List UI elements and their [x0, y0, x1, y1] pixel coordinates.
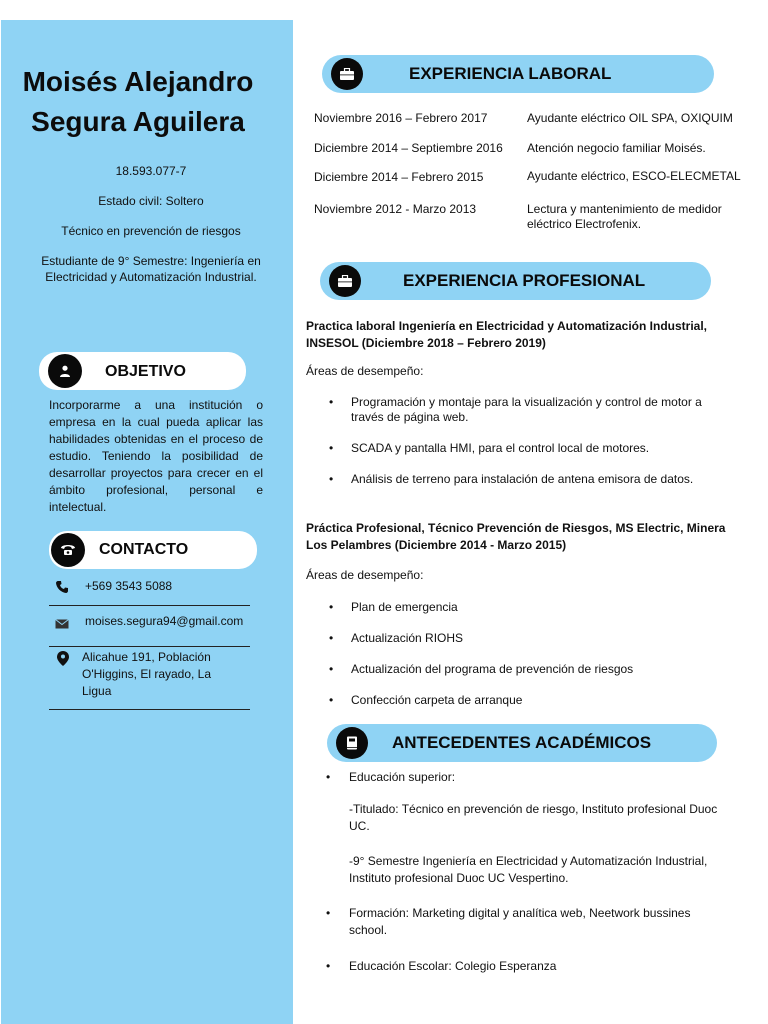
work-period: Diciembre 2014 – Septiembre 2016: [314, 141, 503, 155]
school-item: Educación Escolar: Colegio Esperanza: [349, 959, 557, 973]
person-icon: [48, 354, 82, 388]
areas-label: Áreas de desempeño:: [306, 568, 424, 582]
higher-education-item: -9° Semestre Ingeniería en Electricidad y Automatización Industrial, Instituto profesional Duoc UC Vespertino.: [349, 854, 708, 885]
bullet: •: [326, 959, 331, 973]
bullet: •: [329, 600, 334, 614]
bullet: •: [329, 441, 334, 455]
list-item: Programación y montaje para la visualización y control de motor a través de página web.: [351, 395, 702, 424]
areas-label: Áreas de desempeño:: [306, 364, 424, 378]
professional-experience-header: [320, 262, 711, 300]
work-period: Noviembre 2012 - Marzo 2013: [314, 202, 477, 216]
bullet: •: [329, 662, 334, 676]
list-item: Confección carpeta de arranque: [351, 693, 523, 707]
briefcase-icon: [331, 58, 363, 90]
objective-heading: OBJETIVO: [105, 363, 186, 380]
internship-title: Práctica Profesional, Técnico Prevención de Riesgos, MS Electric, Minera Los Pelambres (Diciembre 2014 - Marzo 2015): [306, 521, 726, 552]
address: Alicahue 191, Población O'Higgins, El rayado, La Ligua: [82, 650, 212, 698]
name-line-1: Moisés Alejandro: [22, 66, 254, 97]
contact-divider: [49, 605, 250, 606]
contact-divider: [49, 709, 250, 710]
academic-heading: ANTECEDENTES ACADÉMICOS: [392, 733, 652, 752]
internship-title: Practica laboral Ingeniería en Electricidad y Automatización Industrial, INSESOL (Diciembre 2018 – Febrero 2019): [306, 319, 708, 350]
contact-heading: CONTACTO: [99, 541, 189, 558]
national-id: 18.593.077-7: [115, 164, 187, 178]
email-address[interactable]: moises.segura94@gmail.com: [85, 614, 244, 628]
contact-phone-row: [49, 578, 250, 598]
work-role: Ayudante eléctrico OIL SPA, OXIQUIM: [527, 111, 733, 125]
work-role: Lectura y mantenimiento de medidor eléctrico Electrofenix.: [527, 202, 722, 231]
telephone-icon: [51, 533, 85, 567]
phone-icon: [55, 580, 69, 594]
list-item: Análisis de terreno para instalación de antena emisora de datos.: [351, 472, 694, 486]
objective-text: Incorporarme a una institución o empresa en la cual pueda aplicar las habilidades obtenidas en el proceso de estudio. Teniendo la posibilidad de desarrollar proyectos para crecer en el ámbito profesional, personal e intelectual.: [49, 398, 263, 514]
work-role: Ayudante eléctrico, ESCO-ELECMETAL: [527, 169, 741, 183]
phone-number[interactable]: +569 3543 5088: [85, 579, 173, 593]
contact-address-row: [49, 649, 250, 701]
list-item: Actualización RIOHS: [351, 631, 464, 645]
job-title: Técnico en prevención de riesgos: [61, 224, 241, 238]
bullet: •: [329, 631, 334, 645]
book-icon: [336, 727, 368, 759]
work-experience-heading: EXPERIENCIA LABORAL: [409, 64, 612, 83]
work-role: Atención negocio familiar Moisés.: [527, 141, 706, 155]
civil-status: Estado civil: Soltero: [98, 194, 204, 208]
work-period: Noviembre 2016 – Febrero 2017: [314, 111, 488, 125]
name-line-2: Segura Aguilera: [31, 106, 245, 137]
briefcase-icon: [329, 265, 361, 297]
bullet: •: [329, 395, 334, 409]
location-pin-icon: [57, 651, 71, 665]
bullet: •: [326, 906, 331, 920]
bullet: •: [329, 693, 334, 707]
objective-header: [39, 352, 246, 390]
professional-experience-heading: EXPERIENCIA PROFESIONAL: [403, 271, 646, 290]
list-item: Plan de emergencia: [351, 600, 458, 614]
contact-divider: [49, 646, 250, 647]
work-experience-header: [322, 55, 714, 93]
list-item: Actualización del programa de prevención de riesgos: [351, 662, 634, 676]
contact-email-row: [49, 613, 250, 633]
higher-education-item: -Titulado: Técnico en prevención de riesgo, Instituto profesional Duoc UC.: [349, 802, 718, 833]
envelope-icon: [55, 617, 69, 631]
training-item: Formación: Marketing digital y analítica web, Neetwork bussines school.: [349, 906, 691, 937]
bullet: •: [329, 472, 334, 486]
work-period: Diciembre 2014 – Febrero 2015: [314, 170, 484, 184]
candidate-name: [0, 62, 276, 142]
academic-header: [327, 724, 717, 762]
studies: Estudiante de 9° Semestre: Ingeniería en Electricidad y Automatización Industrial.: [41, 254, 261, 284]
bullet: •: [326, 770, 331, 784]
list-item: SCADA y pantalla HMI, para el control local de motores.: [351, 441, 650, 455]
higher-education-label: Educación superior:: [349, 770, 456, 784]
contact-header: [49, 531, 257, 569]
